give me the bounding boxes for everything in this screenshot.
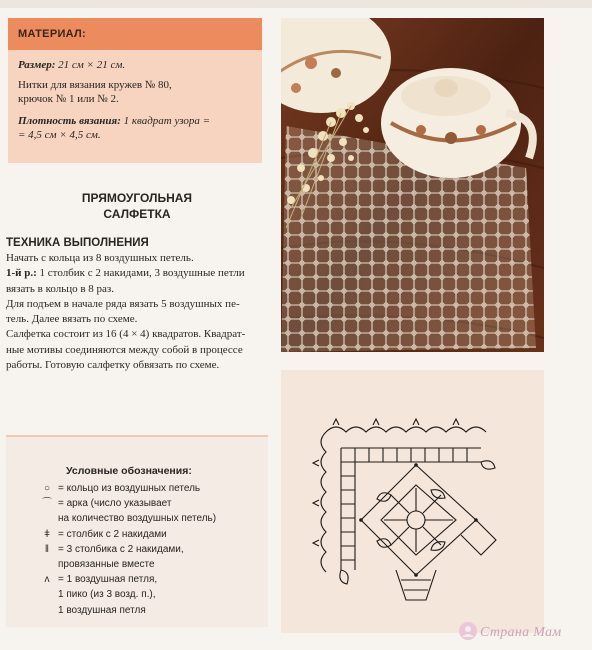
title-line2: САЛФЕТКА bbox=[103, 207, 171, 221]
legend-item-text: на количество воздушных петель) bbox=[58, 513, 217, 525]
double-crochet-icon: ǂ bbox=[44, 528, 50, 540]
legend-item-text: = кольцо из воздушных петель bbox=[58, 483, 201, 494]
legend-item bbox=[40, 481, 260, 496]
legend-item-text: = столбик с 2 накидами bbox=[58, 528, 167, 540]
density-value1: 1 квадрат узора = bbox=[120, 115, 211, 127]
size-value: 21 см × 21 см. bbox=[58, 59, 126, 71]
watermark: Страна Мам bbox=[480, 625, 562, 640]
legend-item bbox=[40, 572, 260, 587]
legend-item-text: = 1 воздушная петля, bbox=[58, 574, 158, 586]
legend-item-text: = 3 столбика с 2 накидами, bbox=[58, 543, 184, 555]
material-box bbox=[8, 18, 262, 163]
legend-item-text: = арка (число указывает bbox=[58, 498, 172, 510]
row1-text: 1 столбик с 2 накидами, 3 воздушные петли bbox=[36, 267, 245, 280]
picot-icon: ᴧ bbox=[44, 574, 50, 586]
technique-line: Для подъем в начале ряда вязать 5 воздушных пе- bbox=[6, 297, 240, 310]
top-band bbox=[0, 0, 592, 8]
threads-text bbox=[18, 78, 252, 106]
technique-text bbox=[6, 251, 268, 373]
photo-illustration bbox=[281, 18, 544, 352]
size-line bbox=[18, 58, 252, 72]
crochet-diagram bbox=[281, 370, 544, 633]
technique-line: вязать в кольцо в 8 раз. bbox=[6, 282, 115, 295]
page-title bbox=[20, 190, 254, 222]
row1-label: 1-й р.: bbox=[6, 267, 37, 280]
density-label: Плотность вязания: bbox=[18, 115, 121, 127]
material-heading: МАТЕРИАЛ: bbox=[8, 18, 262, 50]
legend-item bbox=[40, 511, 260, 526]
legend-item-text: 1 воздушная петля bbox=[58, 604, 146, 616]
technique-line: Начать с кольца из 8 воздушных петель. bbox=[6, 252, 194, 264]
legend-item bbox=[40, 587, 260, 602]
title-line1: ПРЯМОУГОЛЬНАЯ bbox=[81, 191, 193, 205]
legend-item bbox=[40, 542, 260, 557]
legend-item-text: 1 пико (из 3 возд. п.), bbox=[58, 589, 156, 601]
size-label: Размер: bbox=[18, 59, 56, 71]
cluster-icon: ǁ bbox=[44, 543, 50, 555]
watermark-icon bbox=[457, 620, 479, 642]
legend-box bbox=[6, 435, 268, 627]
diagram-svg bbox=[281, 370, 544, 633]
doily-photo bbox=[281, 18, 544, 352]
legend-item bbox=[40, 496, 260, 511]
technique-line: работы. Готовую салфетку обвязать по схеме. bbox=[6, 359, 220, 372]
legend-item bbox=[40, 603, 260, 618]
threads-line2: крючок № 1 или № 2. bbox=[18, 93, 119, 105]
legend-item bbox=[40, 557, 260, 572]
threads-line1: Нитки для вязания кружев № 80, bbox=[18, 79, 172, 91]
density-value2: = 4,5 см × 4,5 см. bbox=[18, 129, 101, 141]
legend-title: Условные обозначения: bbox=[66, 465, 192, 477]
technique-heading: ТЕХНИКА ВЫПОЛНЕНИЯ bbox=[6, 237, 149, 249]
technique-line: ные мотивы соединяются между собой в процессе bbox=[6, 343, 243, 356]
technique-line: тель. Далее вязать по схеме. bbox=[6, 313, 138, 326]
legend-item-text: провязанные вместе bbox=[58, 559, 155, 571]
ring-icon: ○ bbox=[43, 483, 51, 494]
density-line bbox=[18, 114, 252, 142]
legend-list bbox=[40, 481, 260, 618]
arch-icon: ⌒ bbox=[42, 498, 52, 510]
legend-item bbox=[40, 527, 260, 542]
technique-line bbox=[6, 266, 268, 281]
technique-line: Салфетка состоит из 16 (4 × 4) квадратов. Квадрат- bbox=[6, 328, 246, 341]
